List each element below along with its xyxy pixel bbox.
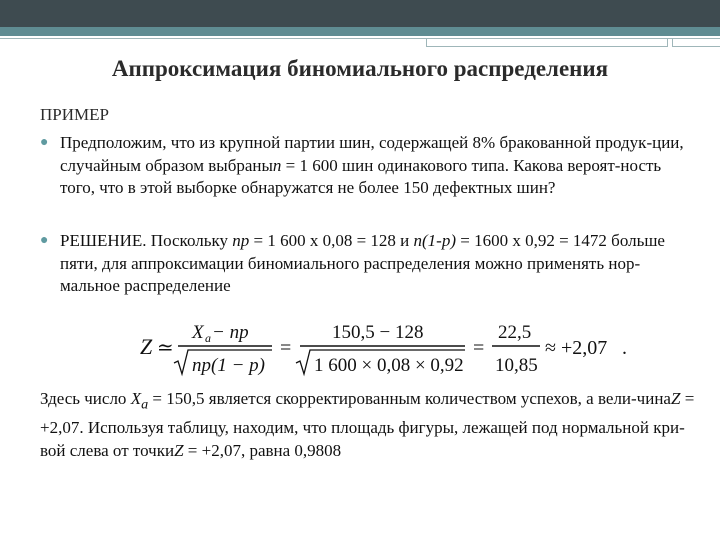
explanation-paragraph: Здесь число $X_a = 150,5$ является скорректированным количеством успехов, а вели-чинаZ = +2,07. Используя таблицу, находим, что площадь фигуры, лежащей под нормальной кри-вой слева от точкиZ = +2,07, равна 0,9808 (40, 389, 695, 461)
z-score-formula (140, 310, 660, 380)
formula-eq1: = (280, 337, 292, 359)
formula-den1: np(1 − p) (192, 355, 265, 376)
bullet-solution (40, 230, 692, 298)
bullet-dot-icon: ● (40, 135, 49, 150)
bullet-solution-text: РЕШЕНИЕ. Поскольку np = 1 600 х 0,08 = 128 и n(1-p) = 1600 х 0,92 = 1472 больше пяти, для аппроксимации биномиального распределения можно применять нор-мальное распределение (60, 231, 665, 296)
header-decoration (426, 38, 668, 47)
header-bar-teal (0, 27, 720, 36)
formula-z: Z (140, 334, 153, 359)
header-decoration-right (672, 38, 720, 47)
slide-title: Аппроксимация биномиального распределения (111, 56, 609, 81)
example-label: ПРИМЕР (40, 105, 109, 124)
formula-approx: ≃ (157, 337, 174, 359)
formula-num1-x: X (192, 322, 204, 343)
formula-period: . (622, 337, 627, 359)
formula-num3: 22,5 (498, 322, 532, 343)
bullet-dot-icon: ● (40, 233, 49, 248)
formula-num1-rest: − np (212, 322, 249, 343)
formula-num1-sub: a (205, 331, 211, 345)
formula-eq2: = (473, 337, 485, 359)
formula-den2: 1 600 × 0,08 × 0,92 (314, 355, 464, 376)
formula-den3: 10,85 (495, 355, 538, 376)
formula-num2: 150,5 − 128 (332, 322, 424, 343)
formula-result: ≈ +2,07 (545, 337, 608, 359)
header-bar-dark (0, 0, 720, 27)
bullet-problem (40, 132, 692, 200)
bullet-problem-text: Предположим, что из крупной партии шин, содержащей 8% бракованной продук-ции, случайным образом выбраныn = 1 600 шин одинакового типа. Какова вероят-ность того, что в этой выборке обнаружатся не более 150 дефектных шин? (60, 133, 684, 198)
